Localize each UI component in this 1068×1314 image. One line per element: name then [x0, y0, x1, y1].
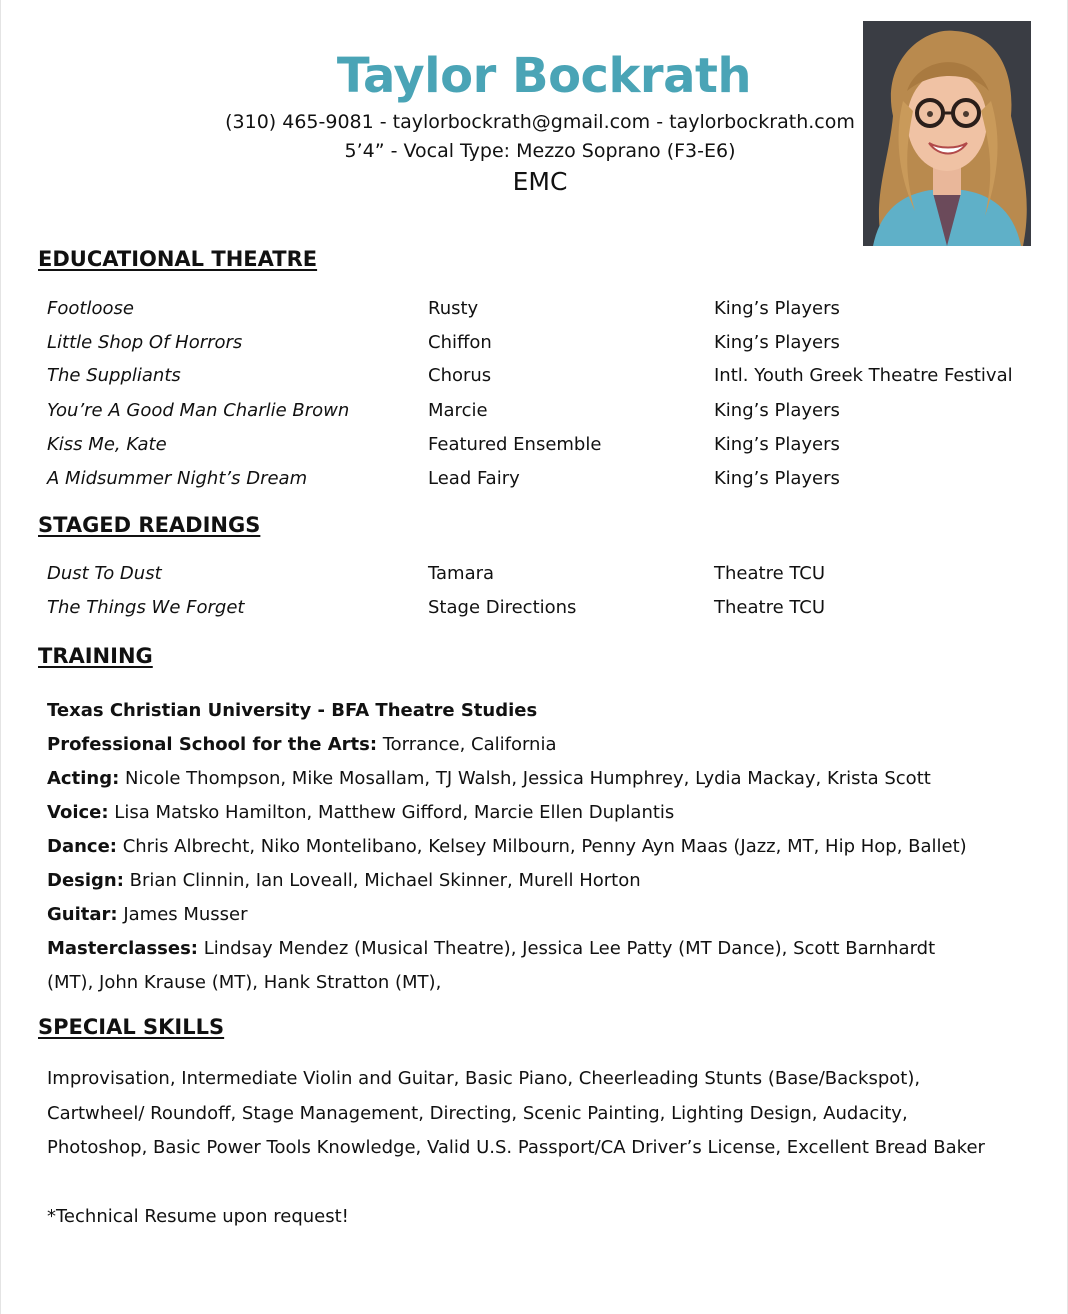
venue-name: King’s Players	[714, 298, 840, 319]
special-skills-text: Improvisation, Intermediate Violin and Guitar, Basic Piano, Cheerleading Stunts (Base/Backspot), Cartwheel/ Roundoff, Stage Management, Directing, Scenic Painting, Lighting Design, Audacity, Photoshop, Basic Power Tools Knowledge, Valid U.S. Passport/CA Driver’s License, Excellent Bread Baker	[47, 1068, 985, 1158]
contact-line: (310) 465-9081 - taylorbockrath@gmail.com - taylorbockrath.com	[225, 111, 855, 133]
show-title: A Midsummer Night’s Dream	[47, 468, 308, 489]
training-text: Lindsay Mendez (Musical Theatre), Jessica Lee Patty (MT Dance), Scott Barnhardt (MT), John Krause (MT), Hank Stratton (MT),	[47, 938, 936, 993]
training-text: Brian Clinnin, Ian Loveall, Michael Skinner, Murell Horton	[123, 870, 641, 891]
degree-text: Texas Christian University - BFA Theatre Studies	[47, 700, 538, 721]
training-label: Acting:	[47, 768, 120, 789]
educational-theatre-heading: EDUCATIONAL THEATRE	[38, 247, 318, 271]
credit-row	[1, 431, 1068, 465]
special-skills-heading: SPECIAL SKILLS	[38, 1015, 225, 1039]
training-item	[47, 830, 1007, 864]
show-title: You’re A Good Man Charlie Brown	[47, 400, 350, 421]
show-title: Footloose	[47, 298, 134, 319]
training-item	[47, 898, 1007, 932]
training-text: James Musser	[117, 904, 248, 925]
performer-name: Taylor Bockrath	[336, 48, 752, 104]
training-label: Masterclasses:	[47, 938, 198, 959]
role-name: Chorus	[428, 365, 492, 386]
venue-name: Theatre TCU	[714, 597, 826, 618]
show-title: The Things We Forget	[47, 597, 245, 618]
training-label: Guitar:	[47, 904, 118, 925]
training-item	[47, 864, 1007, 898]
training-label: Professional School for the Arts:	[47, 734, 378, 755]
show-title: Kiss Me, Kate	[47, 434, 167, 455]
show-title: Little Shop Of Horrors	[47, 332, 243, 353]
union-status: EMC	[512, 167, 568, 196]
credit-row	[1, 362, 1068, 396]
credit-row	[1, 465, 1068, 499]
role-name: Marcie	[428, 400, 488, 421]
technical-resume-note: *Technical Resume upon request!	[47, 1206, 349, 1227]
training-label: Dance:	[47, 836, 117, 857]
training-text: Lisa Matsko Hamilton, Matthew Gifford, Marcie Ellen Duplantis	[108, 802, 675, 823]
venue-name: King’s Players	[714, 468, 840, 489]
show-title: The Suppliants	[47, 365, 181, 386]
headshot-photo	[863, 21, 1031, 246]
venue-name: King’s Players	[714, 332, 840, 353]
credit-row	[1, 397, 1068, 431]
training-text: Torrance, California	[377, 734, 557, 755]
training-degree	[47, 694, 1007, 728]
credit-row	[1, 329, 1068, 363]
training-list	[47, 694, 1007, 1000]
training-item	[47, 728, 1007, 762]
staged-readings-heading: STAGED READINGS	[38, 513, 261, 537]
role-name: Chiffon	[428, 332, 492, 353]
training-item	[47, 932, 982, 1000]
training-heading: TRAINING	[38, 644, 153, 668]
show-title: Dust To Dust	[47, 563, 162, 584]
training-text: Nicole Thompson, Mike Mosallam, TJ Walsh, Jessica Humphrey, Lydia Mackay, Krista Scott	[119, 768, 931, 789]
role-name: Lead Fairy	[428, 468, 520, 489]
training-item	[47, 762, 1007, 796]
training-text: Chris Albrecht, Niko Montelibano, Kelsey Milbourn, Penny Ayn Maas (Jazz, MT, Hip Hop, Ballet)	[116, 836, 967, 857]
venue-name: King’s Players	[714, 434, 840, 455]
role-name: Rusty	[428, 298, 479, 319]
role-name: Featured Ensemble	[428, 434, 602, 455]
training-label: Design:	[47, 870, 124, 891]
training-label: Voice:	[47, 802, 109, 823]
venue-name: King’s Players	[714, 400, 840, 421]
credit-row	[1, 594, 1068, 628]
credit-row	[1, 295, 1068, 329]
training-item	[47, 796, 1007, 830]
credit-row	[1, 560, 1068, 594]
role-name: Stage Directions	[428, 597, 577, 618]
stats-line: 5’4” - Vocal Type: Mezzo Soprano (F3-E6)	[344, 140, 736, 162]
role-name: Tamara	[428, 563, 495, 584]
venue-name: Theatre TCU	[714, 563, 826, 584]
venue-name: Intl. Youth Greek Theatre Festival	[714, 365, 1013, 386]
